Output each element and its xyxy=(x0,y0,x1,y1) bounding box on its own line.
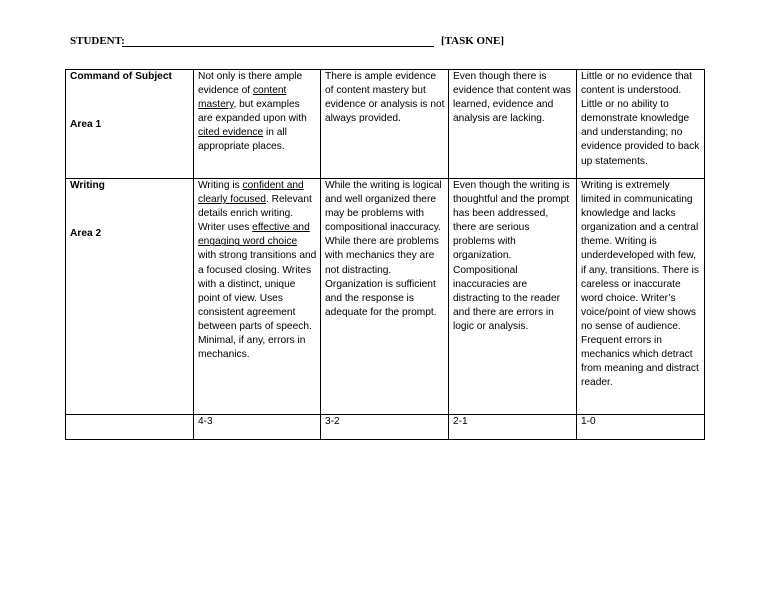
table-row-area-1 xyxy=(66,70,705,179)
task-label: [TASK ONE] xyxy=(441,35,505,47)
underlined-text: effective and engaging word choice xyxy=(198,222,310,248)
category-name: Command of Subject xyxy=(70,71,172,82)
cell-text: with strong transitions and a focused closing. Writes with a distinct, unique point of view. Uses consistent agreement between parts of speech. Minimal, if any, errors in mechanics. xyxy=(198,250,317,361)
criteria-cell-score-3-2: While the writing is logical and well organized there may be problems with compositional inaccuracy. While there are problems with mechanics they are not distracting. Organization is sufficient and the response is adequate for the prompt. xyxy=(321,179,449,415)
header xyxy=(70,35,690,49)
score-cell: 3-2 xyxy=(321,415,449,440)
table-row-area-2 xyxy=(66,179,705,415)
table-row-scores xyxy=(66,415,705,440)
criteria-cell-score-2-1: Even though the writing is thoughtful and the prompt has been addressed, there are serious problems with organization. Compositional inaccuracies are distracting to the reader and there are errors in logic or analysis. xyxy=(449,179,577,415)
student-label: STUDENT: xyxy=(70,35,125,47)
score-cell: 4-3 xyxy=(194,415,321,440)
underlined-text: content mastery xyxy=(198,85,287,111)
cell-text: , but examples are expanded upon with xyxy=(198,99,307,125)
cell-text: . Relevant details enrich writing. Writer uses xyxy=(198,194,312,234)
category-cell xyxy=(66,70,194,179)
criteria-cell-score-1-0: Little or no evidence that content is understood. Little or no ability to demonstrate knowledge and understanding; no evidence provided to back up statements. xyxy=(577,70,705,179)
area-label: Area 1 xyxy=(70,119,102,130)
criteria-cell-score-3-2: There is ample evidence of content mastery but evidence or analysis is not always provided. xyxy=(321,70,449,179)
underlined-text: confident and clearly focused xyxy=(198,180,304,206)
criteria-cell-score-4-3 xyxy=(194,179,321,415)
criteria-cell-score-2-1: Even though there is evidence that content was learned, evidence and analysis are lacking. xyxy=(449,70,577,179)
criteria-cell-score-1-0: Writing is extremely limited in communicating knowledge and lacks organization and a central theme. Writing is underdeveloped with few, if any, transitions. There is careless or inaccurate word choice. Writer’s voice/point of view shows no sense of audience. Frequent errors in mechanics which detract from meaning and distract reader. xyxy=(577,179,705,415)
cell-text: Not only is there ample evidence of xyxy=(198,71,303,97)
category-cell xyxy=(66,179,194,415)
score-cell-empty xyxy=(66,415,194,440)
cell-text: in all appropriate places. xyxy=(198,127,287,153)
student-name-line xyxy=(122,46,434,47)
score-cell: 2-1 xyxy=(449,415,577,440)
rubric-table xyxy=(65,69,705,440)
criteria-cell-score-4-3 xyxy=(194,70,321,179)
underlined-text: cited evidence xyxy=(198,127,264,139)
score-cell: 1-0 xyxy=(577,415,705,440)
category-name: Writing xyxy=(70,180,105,191)
cell-text: Writing is xyxy=(198,180,243,191)
area-label: Area 2 xyxy=(70,228,102,239)
